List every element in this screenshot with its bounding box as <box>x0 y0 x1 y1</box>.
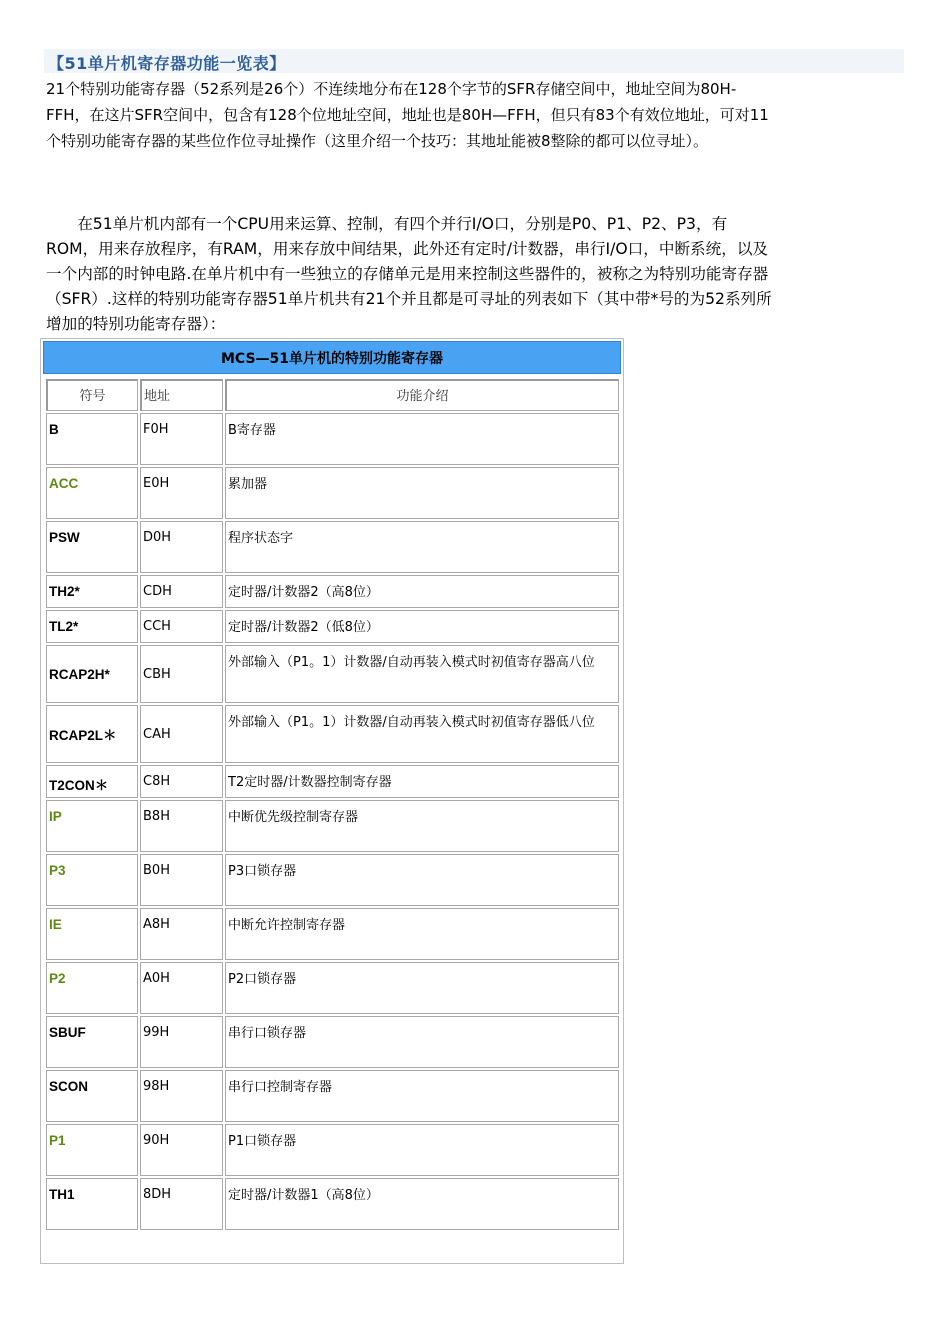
cell-function: 中断优先级控制寄存器 <box>225 800 619 852</box>
description-paragraph <box>46 212 906 337</box>
table-row <box>46 800 619 852</box>
cell-symbol: P3 <box>46 854 138 906</box>
header-symbol: 符号 <box>46 379 138 411</box>
cell-symbol: TH2* <box>46 575 138 608</box>
table-row <box>46 765 619 798</box>
cell-function: 定时器/计数器2（高8位） <box>225 575 619 608</box>
cell-address: B0H <box>140 854 223 906</box>
table-row <box>46 413 619 465</box>
cell-function: P3口锁存器 <box>225 854 619 906</box>
cell-address: C8H <box>140 765 223 798</box>
cell-function: T2定时器/计数器控制寄存器 <box>225 765 619 798</box>
description-line-2: ROM，用来存放程序，有RAM，用来存放中间结果，此外还有定时/计数器，串行I/O口，中断系统，以及 <box>46 240 769 258</box>
cell-address: B8H <box>140 800 223 852</box>
description-line-5: 增加的特别功能寄存器）： <box>46 315 226 333</box>
intro-line-1: 21个特别功能寄存器（52系列是26个）不连续地分布在128个字节的SFR存储空间中，地址空间为80H- <box>46 80 737 98</box>
cell-symbol: TL2* <box>46 610 138 643</box>
table-row <box>46 645 619 703</box>
cell-address: A0H <box>140 962 223 1014</box>
cell-address: 90H <box>140 1124 223 1176</box>
cell-symbol: IE <box>46 908 138 960</box>
cell-function: 定时器/计数器1（高8位） <box>225 1178 619 1230</box>
cell-function: 外部输入（P1。1）计数器/自动再装入模式时初值寄存器高八位 <box>225 645 619 703</box>
cell-address: CCH <box>140 610 223 643</box>
table-row <box>46 1178 619 1230</box>
cell-address: 98H <box>140 1070 223 1122</box>
table-row <box>46 705 619 763</box>
cell-address: A8H <box>140 908 223 960</box>
cell-function: P2口锁存器 <box>225 962 619 1014</box>
description-line-4: （SFR）.这样的特别功能寄存器51单片机共有21个并且都是可寻址的列表如下（其中带*号的为52系列所 <box>46 290 772 308</box>
sfr-table <box>44 377 621 1232</box>
cell-function: 定时器/计数器2（低8位） <box>225 610 619 643</box>
cell-symbol: SBUF <box>46 1016 138 1068</box>
table-title: MCS—51单片机的特别功能寄存器 <box>43 341 621 374</box>
cell-function: 外部输入（P1。1）计数器/自动再装入模式时初值寄存器低八位 <box>225 705 619 763</box>
cell-function: 程序状态字 <box>225 521 619 573</box>
header-function: 功能介绍 <box>225 379 619 411</box>
cell-function: 串行口锁存器 <box>225 1016 619 1068</box>
table-row <box>46 1124 619 1176</box>
cell-address: 99H <box>140 1016 223 1068</box>
cell-address: 8DH <box>140 1178 223 1230</box>
cell-symbol: ACC <box>46 467 138 519</box>
cell-symbol: SCON <box>46 1070 138 1122</box>
table-row <box>46 1070 619 1122</box>
page-title: 【51单片机寄存器功能一览表】 <box>48 54 286 73</box>
intro-paragraph <box>46 76 906 154</box>
table-row <box>46 1016 619 1068</box>
cell-symbol: TH1 <box>46 1178 138 1230</box>
table-row <box>46 521 619 573</box>
intro-line-3: 个特别功能寄存器的某些位作位寻址操作（这里介绍一个技巧：其地址能被8整除的都可以位寻址）。 <box>46 132 709 150</box>
sfr-table-container <box>40 338 624 1264</box>
cell-symbol: P1 <box>46 1124 138 1176</box>
cell-function: P1口锁存器 <box>225 1124 619 1176</box>
intro-line-2: FFH，在这片SFR空间中，包含有128个位地址空间，地址也是80H—FFH，但只有83个有效位地址，可对11 <box>46 106 769 124</box>
cell-function: 串行口控制寄存器 <box>225 1070 619 1122</box>
cell-function: 中断允许控制寄存器 <box>225 908 619 960</box>
table-row <box>46 854 619 906</box>
cell-symbol: IP <box>46 800 138 852</box>
cell-address: F0H <box>140 413 223 465</box>
table-row <box>46 962 619 1014</box>
cell-symbol: RCAP2L＊ <box>46 705 138 763</box>
cell-address: E0H <box>140 467 223 519</box>
cell-address: CDH <box>140 575 223 608</box>
cell-function: B寄存器 <box>225 413 619 465</box>
cell-symbol: RCAP2H* <box>46 645 138 703</box>
cell-symbol: T2CON＊ <box>46 765 138 798</box>
cell-symbol: P2 <box>46 962 138 1014</box>
cell-symbol: B <box>46 413 138 465</box>
table-row <box>46 467 619 519</box>
header-address: 地址 <box>140 379 223 411</box>
description-line-1: 在51单片机内部有一个CPU用来运算、控制，有四个并行I/O口，分别是P0、P1、P2、P3，有 <box>46 215 728 233</box>
cell-address: CBH <box>140 645 223 703</box>
table-row <box>46 575 619 608</box>
description-line-3: 一个内部的时钟电路.在单片机中有一些独立的存储单元是用来控制这些器件的，被称之为特别功能寄存器 <box>46 265 769 283</box>
cell-address: CAH <box>140 705 223 763</box>
table-header-row <box>46 379 619 411</box>
table-row <box>46 908 619 960</box>
table-row <box>46 610 619 643</box>
cell-function: 累加器 <box>225 467 619 519</box>
cell-symbol: PSW <box>46 521 138 573</box>
cell-address: D0H <box>140 521 223 573</box>
